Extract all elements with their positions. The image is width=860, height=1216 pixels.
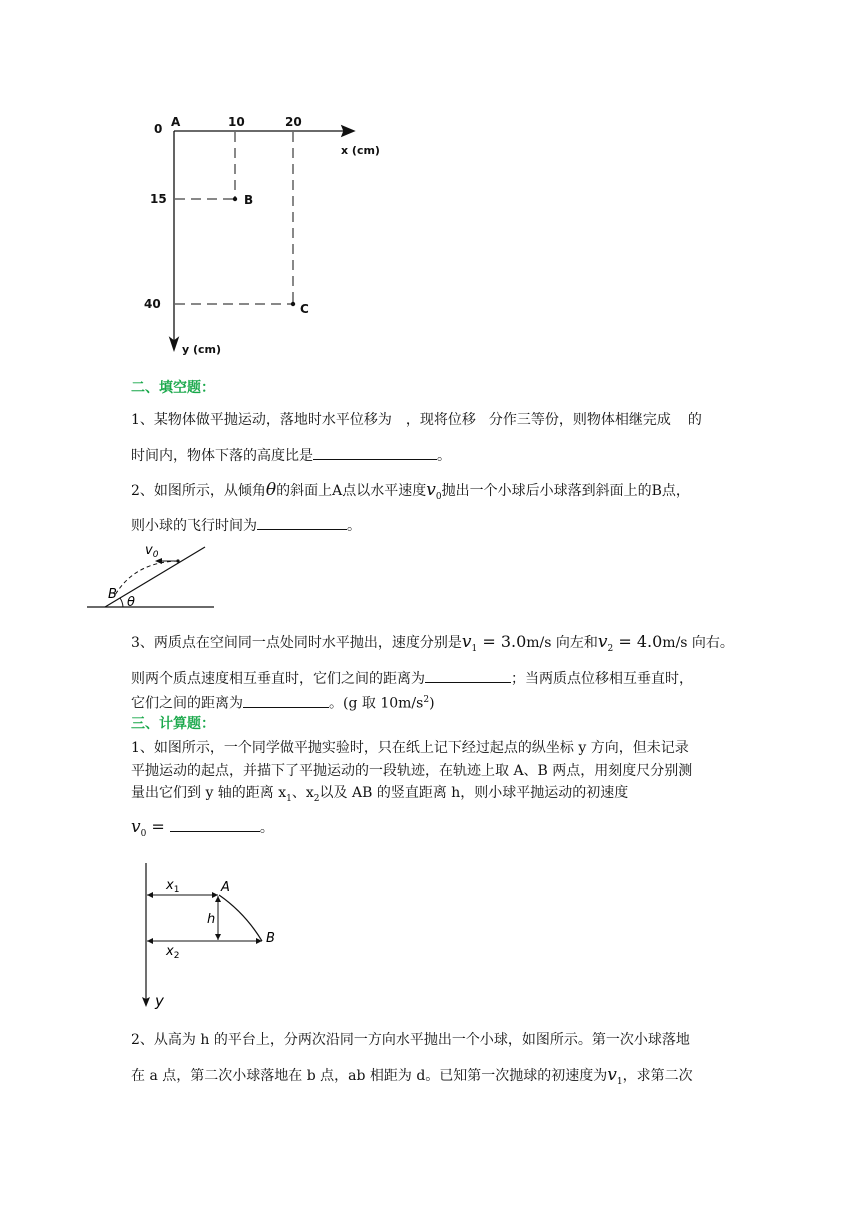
angle-arc xyxy=(120,598,123,607)
b-label: B xyxy=(266,931,275,946)
answer-blank[interactable] xyxy=(170,817,260,832)
s3-q1-line3: 量出它们到 y 轴的距离 $x_1$、$x_2$以及 AB 的竖直距离 h，则小球平抛运动的初速度 xyxy=(131,785,629,804)
answer-blank[interactable] xyxy=(313,445,437,460)
x-axis-label: x (cm) xyxy=(341,144,380,157)
trajectory-dash xyxy=(115,561,178,595)
s2-q2-line2: 则小球的飞行时间为 。 xyxy=(131,515,361,536)
v0-label: $v_0$ xyxy=(145,543,159,560)
s2-q1-line2: 时间内，物体下落的高度比是 。 xyxy=(131,445,451,466)
point-c-dot xyxy=(291,302,295,306)
h-arrow-bottom xyxy=(215,934,221,940)
answer-blank[interactable] xyxy=(257,515,347,530)
x1-arrow-left xyxy=(147,892,153,898)
point-a-label: A xyxy=(171,115,181,129)
x2-arrow-left xyxy=(147,938,153,944)
s2-q2-line1: 2、如图所示，从倾角θ的斜面上A点以水平速度$v_0$抛出一个小球后小球落到斜面上的B点， xyxy=(131,480,690,502)
launch-point xyxy=(176,559,179,562)
s3-q2-line2: 在 a 点，第二次小球落地在 b 点，ab 相距为 d。已知第一次抛球的初速度为$v_1$，求第二次 xyxy=(131,1065,693,1087)
x1-arrow-right xyxy=(212,892,218,898)
x2-label: $x_2$ xyxy=(166,944,180,961)
answer-blank[interactable] xyxy=(425,668,511,683)
y-tick-15: 15 xyxy=(150,192,167,206)
theta-label: θ xyxy=(127,595,135,610)
trajectory-curve xyxy=(219,895,262,941)
section-heading-fill-in: 二、填空题： xyxy=(131,380,215,396)
a-label: A xyxy=(221,880,230,895)
y-label: y xyxy=(155,992,164,1010)
s2-q3-line3: 它们之间的距离为 。(g 取 $10m/s^2$) xyxy=(131,690,435,714)
x1-label: $x_1$ xyxy=(166,878,180,895)
s2-q3-line2: 则两个质点速度相互垂直时，它们之间的距离为 ；当两质点位移相互垂直时， xyxy=(131,668,693,689)
b-label: B xyxy=(108,587,117,602)
x-axis-arrow xyxy=(342,126,354,136)
s2-q3-line1: 3、两质点在空间同一点处同时水平抛出，速度分别是$v_1 = 3.0m/s$ 向左和$v_2 = 4.0m/s$ 向右。 xyxy=(131,632,734,654)
point-b-dot xyxy=(233,197,237,201)
s3-q1-line4: $v_0$ = 。 xyxy=(131,817,274,839)
answer-blank[interactable] xyxy=(243,693,329,708)
origin-label: 0 xyxy=(154,122,163,136)
s2-q1-line1: 1、某物体做平抛运动，落地时水平位移为 ，现将位移 分作三等份，则物体相继完成 的 xyxy=(131,412,702,428)
trajectory-figure xyxy=(135,858,285,1018)
x-tick-20: 20 xyxy=(285,115,302,129)
y-axis-label: y (cm) xyxy=(182,343,222,356)
s3-q1-line2: 平抛运动的起点，并描下了平抛运动的一段轨迹，在轨迹上取 A、B 两点，用刻度尺分别测 xyxy=(131,763,693,779)
h-label: h xyxy=(207,912,216,927)
x-tick-10: 10 xyxy=(228,115,245,129)
s3-q1-line1: 1、如图所示，一个同学做平抛实验时，只在纸上记下经过起点的纵坐标 y 方向，但未记录 xyxy=(131,740,689,756)
point-b-label: B xyxy=(244,193,254,207)
y-tick-40: 40 xyxy=(144,297,161,311)
coordinate-figure xyxy=(130,100,400,365)
section-heading-calculation: 三、计算题： xyxy=(131,716,215,732)
h-arrow-top xyxy=(215,896,221,902)
incline-figure xyxy=(85,538,225,612)
s3-q2-line1: 2、从高为 h 的平台上，分两次沿同一方向水平抛出一个小球，如图所示。第一次小球落地 xyxy=(131,1032,690,1048)
point-c-label: C xyxy=(300,302,309,316)
